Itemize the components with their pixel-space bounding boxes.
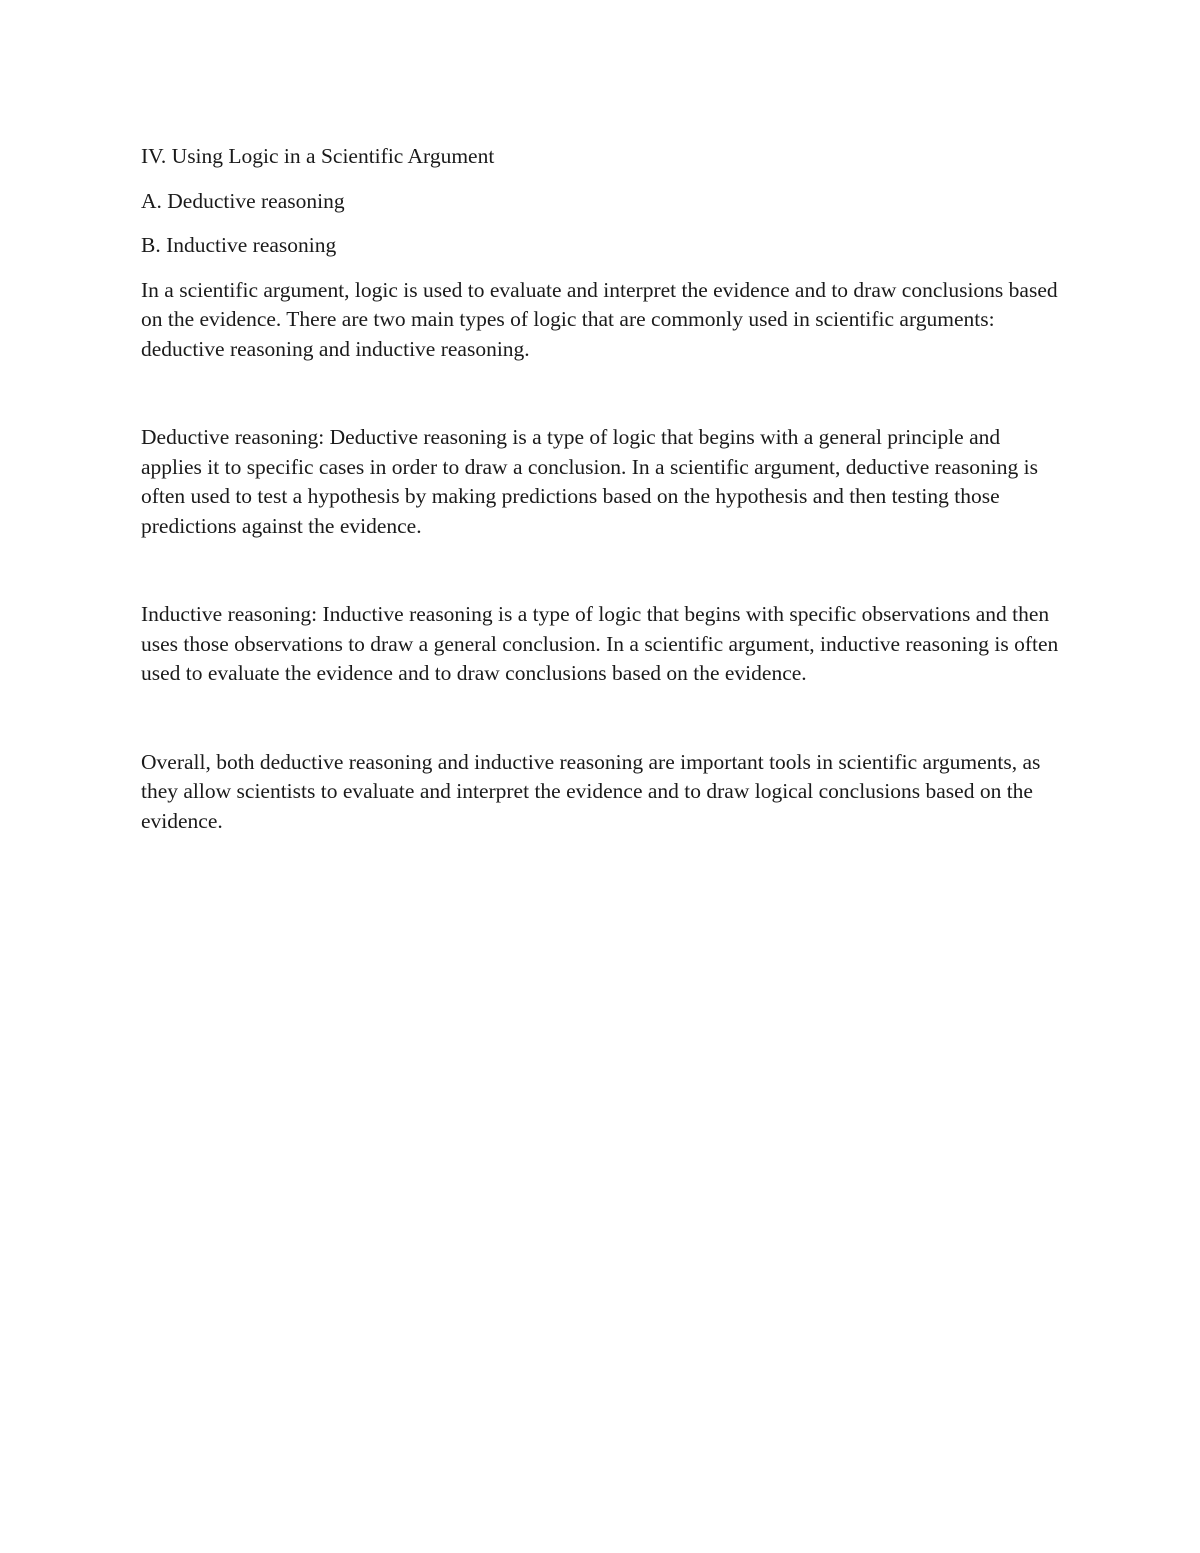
paragraph-spacer [141, 541, 1060, 600]
paragraph-spacer [141, 364, 1060, 423]
inductive-paragraph: Inductive reasoning: Inductive reasoning is a type of logic that begins with specific observations and then uses those observations to draw a general conclusion. In a scientific argument, inductive reasoning is often used to evaluate the evidence and to draw conclusions based on the evidence. [141, 602, 1059, 685]
outline-item-b: B. Inductive reasoning [141, 233, 337, 257]
outline-item-a: A. Deductive reasoning [141, 188, 345, 213]
paragraph-spacer [141, 689, 1060, 748]
deductive-paragraph: Deductive reasoning: Deductive reasoning is a type of logic that begins with a general principle and applies it to specific cases in order to draw a conclusion. In a scientific argument, deductive reasoning is often used to test a hypothesis by making predictions based on the hypothesis and then testing those predictions against the evidence. [141, 425, 1038, 538]
section-heading: IV. Using Logic in a Scientific Argument [141, 144, 495, 168]
intro-paragraph: In a scientific argument, logic is used to evaluate and interpret the evidence and to draw conclusions based on the evidence. There are two main types of logic that are commonly used in scientific arguments: deductive reasoning and inductive reasoning. [141, 277, 1058, 361]
overall-paragraph: Overall, both deductive reasoning and inductive reasoning are important tools in scientific arguments, as they allow scientists to evaluate and interpret the evidence and to draw logical conclusions based on the evidence. [141, 749, 1041, 833]
